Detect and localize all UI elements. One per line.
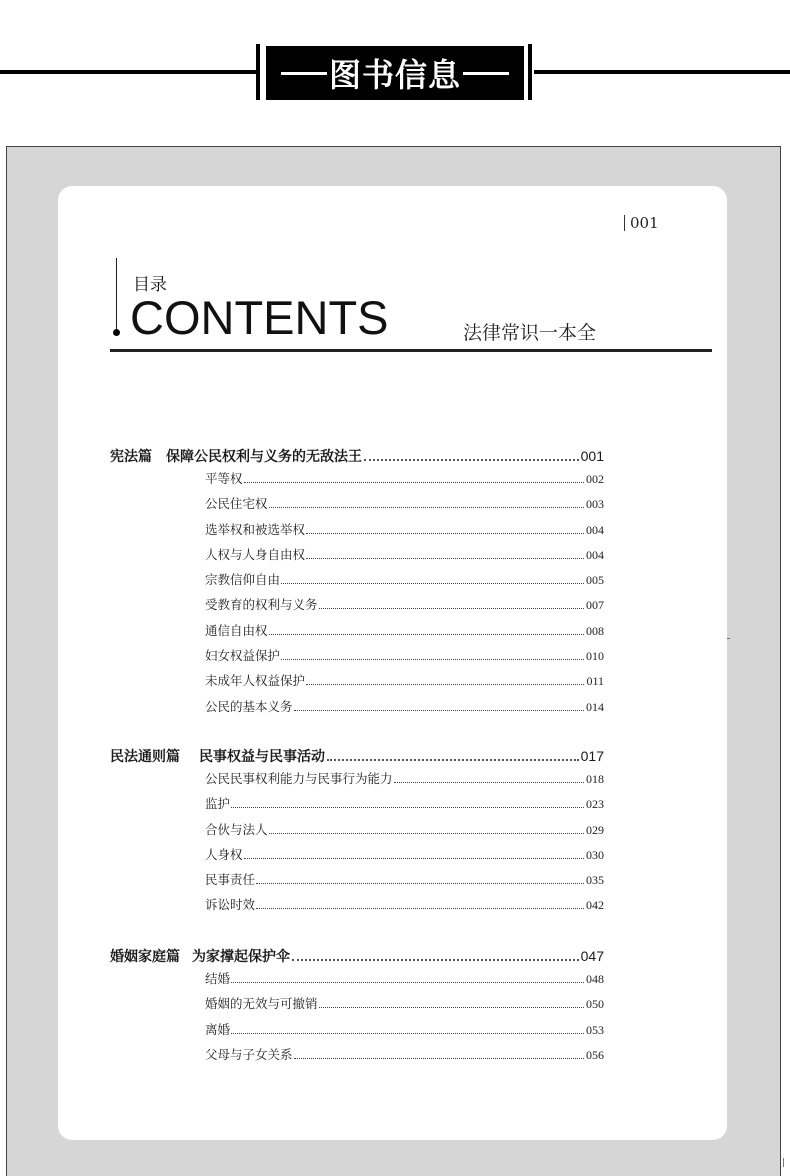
toc-entry[interactable] — [205, 671, 604, 696]
entry-page: 035 — [586, 873, 604, 888]
entry-page: 004 — [586, 547, 604, 562]
leader-dots — [327, 759, 579, 761]
entry-page: 004 — [586, 522, 604, 537]
toc-entry[interactable] — [205, 697, 604, 722]
leader-dots — [394, 782, 584, 783]
toc-entry[interactable] — [205, 845, 604, 870]
section-label: 婚姻家庭篇 — [110, 949, 180, 965]
toc-divider — [110, 349, 712, 352]
entry-title: 通信自由权 — [205, 622, 268, 638]
entry-page: 053 — [586, 1022, 604, 1037]
leader-dots — [294, 710, 584, 711]
entry-page: 042 — [586, 898, 604, 913]
entry-title: 婚姻的无效与可撤销 — [205, 996, 318, 1012]
entry-title: 选举权和被选举权 — [205, 521, 306, 537]
leader-dots — [281, 583, 584, 584]
section-label: 宪法篇 — [110, 449, 152, 465]
banner-bar-right — [528, 44, 532, 100]
toc-section — [110, 946, 604, 1070]
toc-entry[interactable] — [205, 820, 604, 845]
entry-title: 公民住宅权 — [205, 496, 268, 512]
leader-dots — [244, 482, 584, 483]
entry-page: 014 — [586, 699, 604, 714]
leader-dots — [244, 858, 584, 859]
toc-entry[interactable] — [205, 870, 604, 895]
leader-dots — [269, 634, 584, 635]
entry-page: 005 — [586, 573, 604, 588]
entry-title: 人身权 — [205, 846, 243, 862]
entry-title: 妇女权益保护 — [205, 648, 281, 664]
entry-title: 合伙与法人 — [205, 821, 268, 837]
toc-entry[interactable] — [205, 769, 604, 794]
toc-entry[interactable] — [205, 570, 604, 595]
entry-title: 父母与子女关系 — [205, 1046, 293, 1062]
leader-dots — [319, 1007, 584, 1008]
toc-entry[interactable] — [205, 520, 604, 545]
toc-section — [110, 746, 604, 921]
entry-title: 公民民事权利能力与民事行为能力 — [205, 771, 393, 786]
section-page: 001 — [580, 448, 604, 464]
entry-page: 023 — [586, 797, 604, 812]
toc-entry[interactable] — [205, 895, 604, 920]
banner-dash-right — [463, 72, 509, 75]
toc-entry[interactable] — [205, 621, 604, 646]
entry-title: 未成年人权益保护 — [205, 673, 306, 689]
section-label: 民法通则篇 — [110, 749, 180, 765]
section-heading[interactable] — [110, 446, 604, 466]
leader-dots — [292, 959, 579, 961]
entry-page: 011 — [586, 674, 604, 689]
toc-entry[interactable] — [205, 646, 604, 671]
toc-accent-dot — [113, 329, 120, 336]
book-subtitle: 法律常识一本全 — [463, 322, 597, 344]
banner-line-left — [0, 70, 256, 74]
entry-page: 002 — [586, 472, 604, 486]
toc-entry[interactable] — [205, 595, 604, 620]
section-title: 为家撑起保护伞 — [192, 949, 290, 965]
entry-page: 010 — [586, 649, 604, 664]
entry-page: 056 — [586, 1047, 604, 1062]
section-page: 017 — [580, 748, 604, 764]
toc-entry[interactable] — [205, 969, 604, 994]
leader-dots — [231, 807, 584, 808]
section-page: 047 — [580, 948, 604, 964]
entry-title: 结婚 — [205, 971, 231, 986]
section-heading[interactable] — [110, 746, 604, 766]
leader-dots — [364, 459, 579, 461]
leader-dots — [256, 908, 584, 909]
toc-entry[interactable] — [205, 545, 604, 570]
entry-title: 民事责任 — [205, 872, 256, 888]
entry-page: 048 — [586, 972, 604, 986]
leader-dots — [269, 507, 584, 508]
entry-page: 008 — [586, 623, 604, 638]
banner — [266, 46, 524, 100]
leader-dots — [319, 608, 584, 609]
toc-accent-line — [116, 258, 117, 330]
leader-dots — [231, 982, 584, 983]
entry-title: 人权与人身自由权 — [205, 546, 306, 562]
banner-title: 图书信息 — [328, 56, 461, 94]
leader-dots — [294, 1058, 584, 1059]
section-heading[interactable] — [110, 946, 604, 966]
page-number: 001 — [624, 215, 659, 231]
leader-dots — [256, 883, 584, 884]
leader-dots — [306, 558, 584, 559]
leader-dots — [306, 533, 584, 534]
section-title: 保障公民权利与义务的无敌法王 — [166, 449, 362, 465]
toc-entry[interactable] — [205, 794, 604, 819]
entry-title: 离婚 — [205, 1021, 231, 1037]
toc-entry[interactable] — [205, 1045, 604, 1070]
toc-section — [110, 446, 604, 722]
section-title: 民事权益与民事活动 — [199, 749, 325, 765]
toc-heading-en: CONTENTS — [130, 291, 389, 344]
leader-dots — [306, 684, 584, 685]
entry-title: 平等权 — [205, 471, 243, 486]
entry-title: 公民的基本义务 — [205, 698, 293, 714]
toc-entry[interactable] — [205, 494, 604, 519]
entry-page: 050 — [586, 997, 604, 1012]
leader-dots — [281, 659, 584, 660]
entry-page: 003 — [586, 497, 604, 512]
leader-dots — [231, 1033, 584, 1034]
toc-entry[interactable] — [205, 469, 604, 494]
entry-page: 018 — [586, 772, 604, 786]
entry-page: 029 — [586, 822, 604, 837]
banner-line-right — [534, 70, 790, 74]
entry-title: 宗教信仰自由 — [205, 572, 281, 588]
leader-dots — [269, 833, 584, 834]
entry-title: 受教育的权利与义务 — [205, 597, 318, 613]
entry-page: 007 — [586, 598, 604, 613]
toc-entry[interactable] — [205, 994, 604, 1019]
crop-mark — [783, 1158, 784, 1167]
banner-dash-left — [281, 72, 327, 75]
toc-entry[interactable] — [205, 1020, 604, 1045]
entry-title: 诉讼时效 — [205, 897, 256, 913]
banner-bar-left — [256, 44, 260, 100]
entry-page: 030 — [586, 847, 604, 862]
toc-heading-cn: 目录 — [133, 275, 167, 295]
entry-title: 监护 — [205, 796, 231, 812]
